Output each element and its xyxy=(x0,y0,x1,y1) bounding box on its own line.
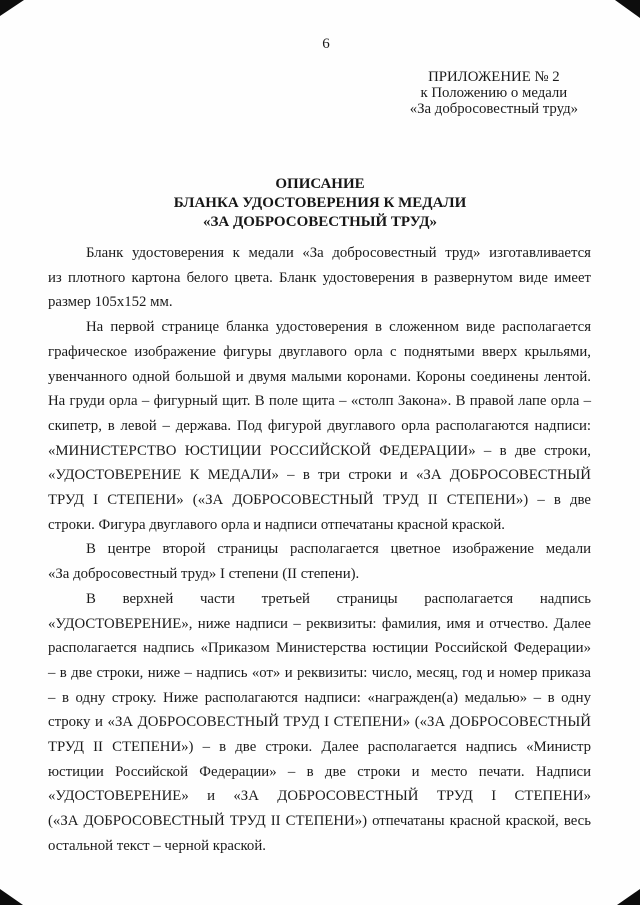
body-line: – в две строки, ниже – надпись «от» и реквизиты: число, месяц, год и номер приказа xyxy=(48,664,591,681)
page-number: 6 xyxy=(322,36,330,52)
body-line: строки. Фигура двуглавого орла и надписи отпечатаны красной краской. xyxy=(48,516,505,533)
document-title xyxy=(0,175,640,232)
appendix-line-1: ПРИЛОЖЕНИЕ № 2 xyxy=(428,69,560,85)
body-line: Бланк удостоверения к медали «За добросовестный труд» изготавливается xyxy=(86,245,591,261)
body-line: остальной текст – черной краской. xyxy=(48,837,266,854)
title-line-1: ОПИСАНИЕ xyxy=(275,176,365,192)
body-line: На первой странице бланка удостоверения в сложенном виде располагается xyxy=(86,319,591,336)
body-line: размер 105x152 мм. xyxy=(48,294,173,311)
appendix-line-3: «За добросовестный труд» xyxy=(409,101,578,118)
title-line-3: «ЗА ДОБРОСОВЕСТНЫЙ ТРУД» xyxy=(202,214,438,230)
body-line: – в одну строку. Ниже располагаются надписи: «награжден(а) медалью» – в одну xyxy=(48,689,591,706)
body-line: «За добросовестный труд» I степени (II степени). xyxy=(48,566,360,583)
appendix-line-2: к Положению о медали xyxy=(420,85,568,102)
paragraph-3 xyxy=(48,537,591,586)
body-line: располагается надпись «Приказом Министерства юстиции Российской Федерации» xyxy=(48,640,591,657)
document-body xyxy=(48,241,591,859)
body-line: графическое изображение фигуры двуглавого орла с поднятыми вверх крыльями, xyxy=(48,343,591,360)
scan-corner-mark-bottom-right xyxy=(617,889,640,905)
paragraph-2 xyxy=(48,315,591,537)
body-line: ТРУД I СТЕПЕНИ» («ЗА ДОБРОСОВЕСТНЫЙ ТРУД II СТЕПЕНИ») – в две xyxy=(48,492,591,509)
body-line: «УДОСТОВЕРЕНИЕ К МЕДАЛИ» – в три строки и «ЗА ДОБРОСОВЕСТНЫЙ xyxy=(48,467,591,484)
body-line: В центре второй страницы располагается цветное изображение медали xyxy=(86,541,591,558)
body-line: «МИНИСТЕРСТВО ЮСТИЦИИ РОССИЙСКОЙ ФЕДЕРАЦИИ» – в две строки, xyxy=(48,442,591,459)
title-line-2: БЛАНКА УДОСТОВЕРЕНИЯ К МЕДАЛИ xyxy=(173,195,467,211)
paragraph-1 xyxy=(48,241,591,315)
scan-corner-mark-bottom-left xyxy=(0,889,23,905)
body-line: «УДОСТОВЕРЕНИЕ» и «ЗА ДОБРОСОВЕСТНЫЙ ТРУД I СТЕПЕНИ» xyxy=(48,788,591,805)
body-line: На груди орла – фигурный щит. В поле щита – «столп Закона». В правой лапе орла – xyxy=(48,393,591,410)
appendix-block xyxy=(410,69,578,118)
body-line: В верхней части третьей страницы располагается надпись xyxy=(86,590,591,607)
body-line: юстиции Российской Федерации» – в две строки и место печати. Надписи xyxy=(48,763,591,780)
body-line: строку и «ЗА ДОБРОСОВЕСТНЫЙ ТРУД I СТЕПЕНИ» («ЗА ДОБРОСОВЕСТНЫЙ xyxy=(48,714,591,731)
body-line: («ЗА ДОБРОСОВЕСТНЫЙ ТРУД II СТЕПЕНИ») отпечатаны красной краской, весь xyxy=(48,813,591,830)
body-line: из плотного картона белого цвета. Бланк удостоверения в развернутом виде имеет xyxy=(48,269,591,286)
body-line: «УДОСТОВЕРЕНИЕ», ниже надписи – реквизиты: фамилия, имя и отчество. Далее xyxy=(48,615,591,632)
body-line: скипетр, в левой – держава. Под фигурой двуглавого орла располагаются надписи: xyxy=(48,417,591,434)
body-line: увенчанного одной большой и двумя малыми коронами. Короны соединены лентой. xyxy=(48,368,591,385)
paragraph-4 xyxy=(48,587,591,859)
scan-corner-mark-top-left xyxy=(0,0,24,16)
body-line: ТРУД II СТЕПЕНИ») – в две строки. Далее располагается надпись «Министр xyxy=(48,739,591,756)
scan-corner-mark-top-right xyxy=(615,0,640,18)
